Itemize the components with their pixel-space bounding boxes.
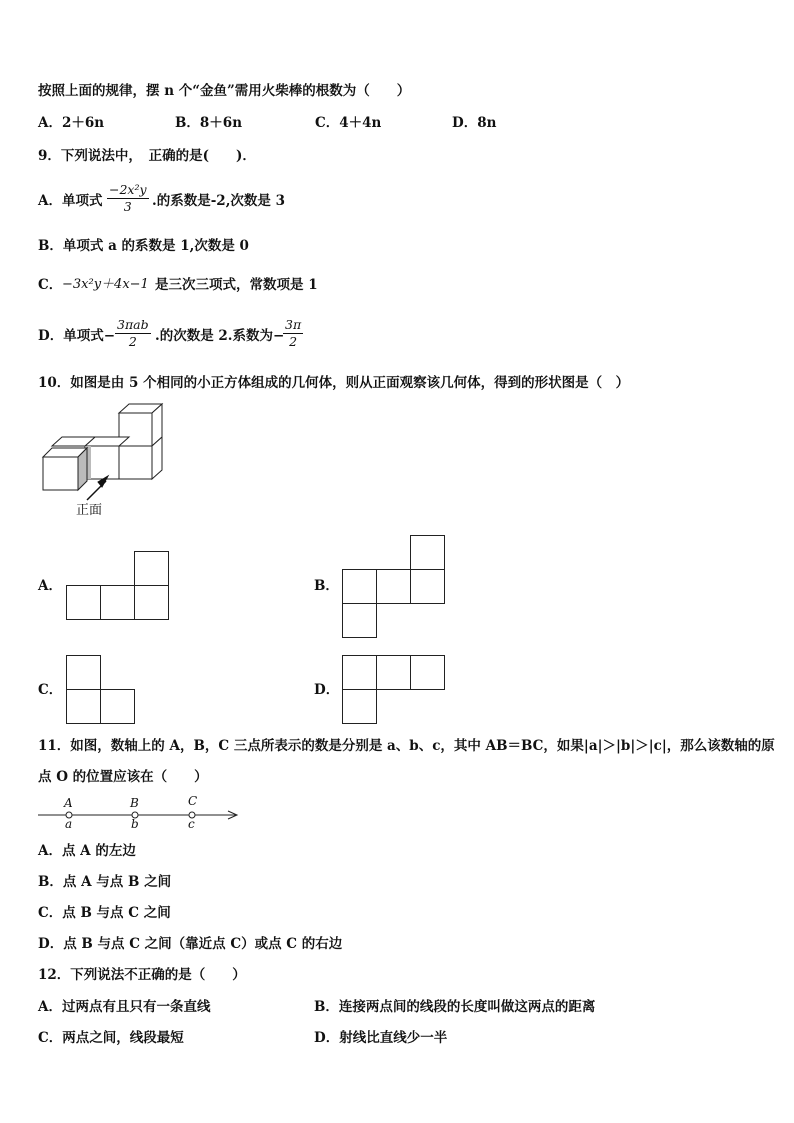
q9-option-b[interactable]: B．单项式 a 的系数是 1,次数是 0	[38, 238, 249, 254]
q10-option-d-shape	[342, 655, 446, 725]
q10-cube-figure	[40, 400, 170, 500]
q11-stem-line-2: 点 O 的位置应该在（ ）	[38, 769, 208, 785]
fraction-numerator: 3πab	[117, 317, 149, 332]
q9-option-c-expression: −3x²y＋4x−1	[62, 277, 149, 292]
q8-stem: 按照上面的规律，摆 n 个“金鱼”需用火柴棒的根数为（ ）	[38, 83, 411, 99]
q9-option-a-prefix[interactable]: A．单项式	[38, 193, 103, 209]
q11-option-c[interactable]: C．点 B 与点 C 之间	[38, 905, 171, 921]
q11-option-d[interactable]: D．点 B 与点 C 之间（靠近点 C）或点 C 的右边	[38, 936, 343, 952]
q9-option-a-suffix: .的系数是-2,次数是 3	[152, 193, 285, 209]
fraction-denominator: 3	[123, 199, 132, 214]
q9-option-c-suffix: 是三次三项式，常数项是 1	[155, 277, 318, 293]
q9-option-a-fraction	[107, 182, 149, 215]
q10-option-c-label[interactable]: C．	[38, 682, 63, 698]
q9-option-d-fraction-2	[283, 317, 303, 350]
point-label-B: B	[130, 796, 139, 810]
q12-option-c[interactable]: C．两点之间，线段最短	[38, 1030, 184, 1046]
q10-front-label: 正面	[76, 503, 103, 518]
fraction-denominator: 2	[128, 334, 137, 349]
q8-option-b[interactable]: B．8＋6n	[175, 115, 243, 131]
q11-stem-line-1: 11．如图，数轴上的 A，B，C 三点所表示的数是分别是 a、b、c，其中 AB＝BC，如果|a|＞|b|＞|c|，那么该数轴的原	[38, 738, 775, 754]
q10-option-b-shape	[342, 535, 446, 639]
q10-option-b-label[interactable]: B．	[314, 578, 339, 594]
fraction-numerator: 3π	[285, 317, 302, 332]
q9-option-d-fraction-1	[115, 317, 151, 350]
fraction-denominator: 2	[289, 334, 298, 349]
q9-option-d-mid: .的次数是 2.系数为−	[155, 328, 285, 344]
q10-option-c-shape	[66, 655, 136, 725]
q10-option-a-label[interactable]: A．	[38, 578, 62, 594]
fraction-numerator: −2x²y	[109, 182, 147, 197]
q12-option-a[interactable]: A．过两点有且只有一条直线	[38, 999, 211, 1015]
q10-option-a-shape	[66, 551, 170, 621]
q11-option-b[interactable]: B．点 A 与点 B 之间	[38, 874, 172, 890]
q8-option-c[interactable]: C．4＋4n	[315, 115, 382, 131]
q8-option-d[interactable]: D．8n	[452, 115, 497, 131]
value-label-c: c	[188, 817, 195, 831]
point-label-C: C	[188, 794, 198, 808]
q11-option-a[interactable]: A．点 A 的左边	[38, 843, 136, 859]
point-label-A: A	[64, 796, 73, 810]
q9-option-d-prefix[interactable]: D．单项式−	[38, 328, 116, 344]
q10-option-d-label[interactable]: D．	[314, 682, 340, 698]
q8-option-a[interactable]: A．2＋6n	[38, 115, 105, 131]
q9-stem: 9．下列说法中， 正确的是( )．	[38, 148, 256, 164]
value-label-a: a	[65, 817, 73, 831]
q12-stem: 12．下列说法不正确的是（ ）	[38, 967, 246, 983]
q12-option-d[interactable]: D．射线比直线少一半	[314, 1030, 448, 1046]
q9-option-c-prefix[interactable]: C．	[38, 277, 63, 293]
q12-option-b[interactable]: B．连接两点间的线段的长度叫做这两点的距离	[314, 999, 596, 1015]
q10-stem: 10．如图是由 5 个相同的小正方体组成的几何体，则从正面观察该几何体，得到的形状图是（ ）	[38, 375, 630, 391]
value-label-b: b	[131, 817, 139, 831]
